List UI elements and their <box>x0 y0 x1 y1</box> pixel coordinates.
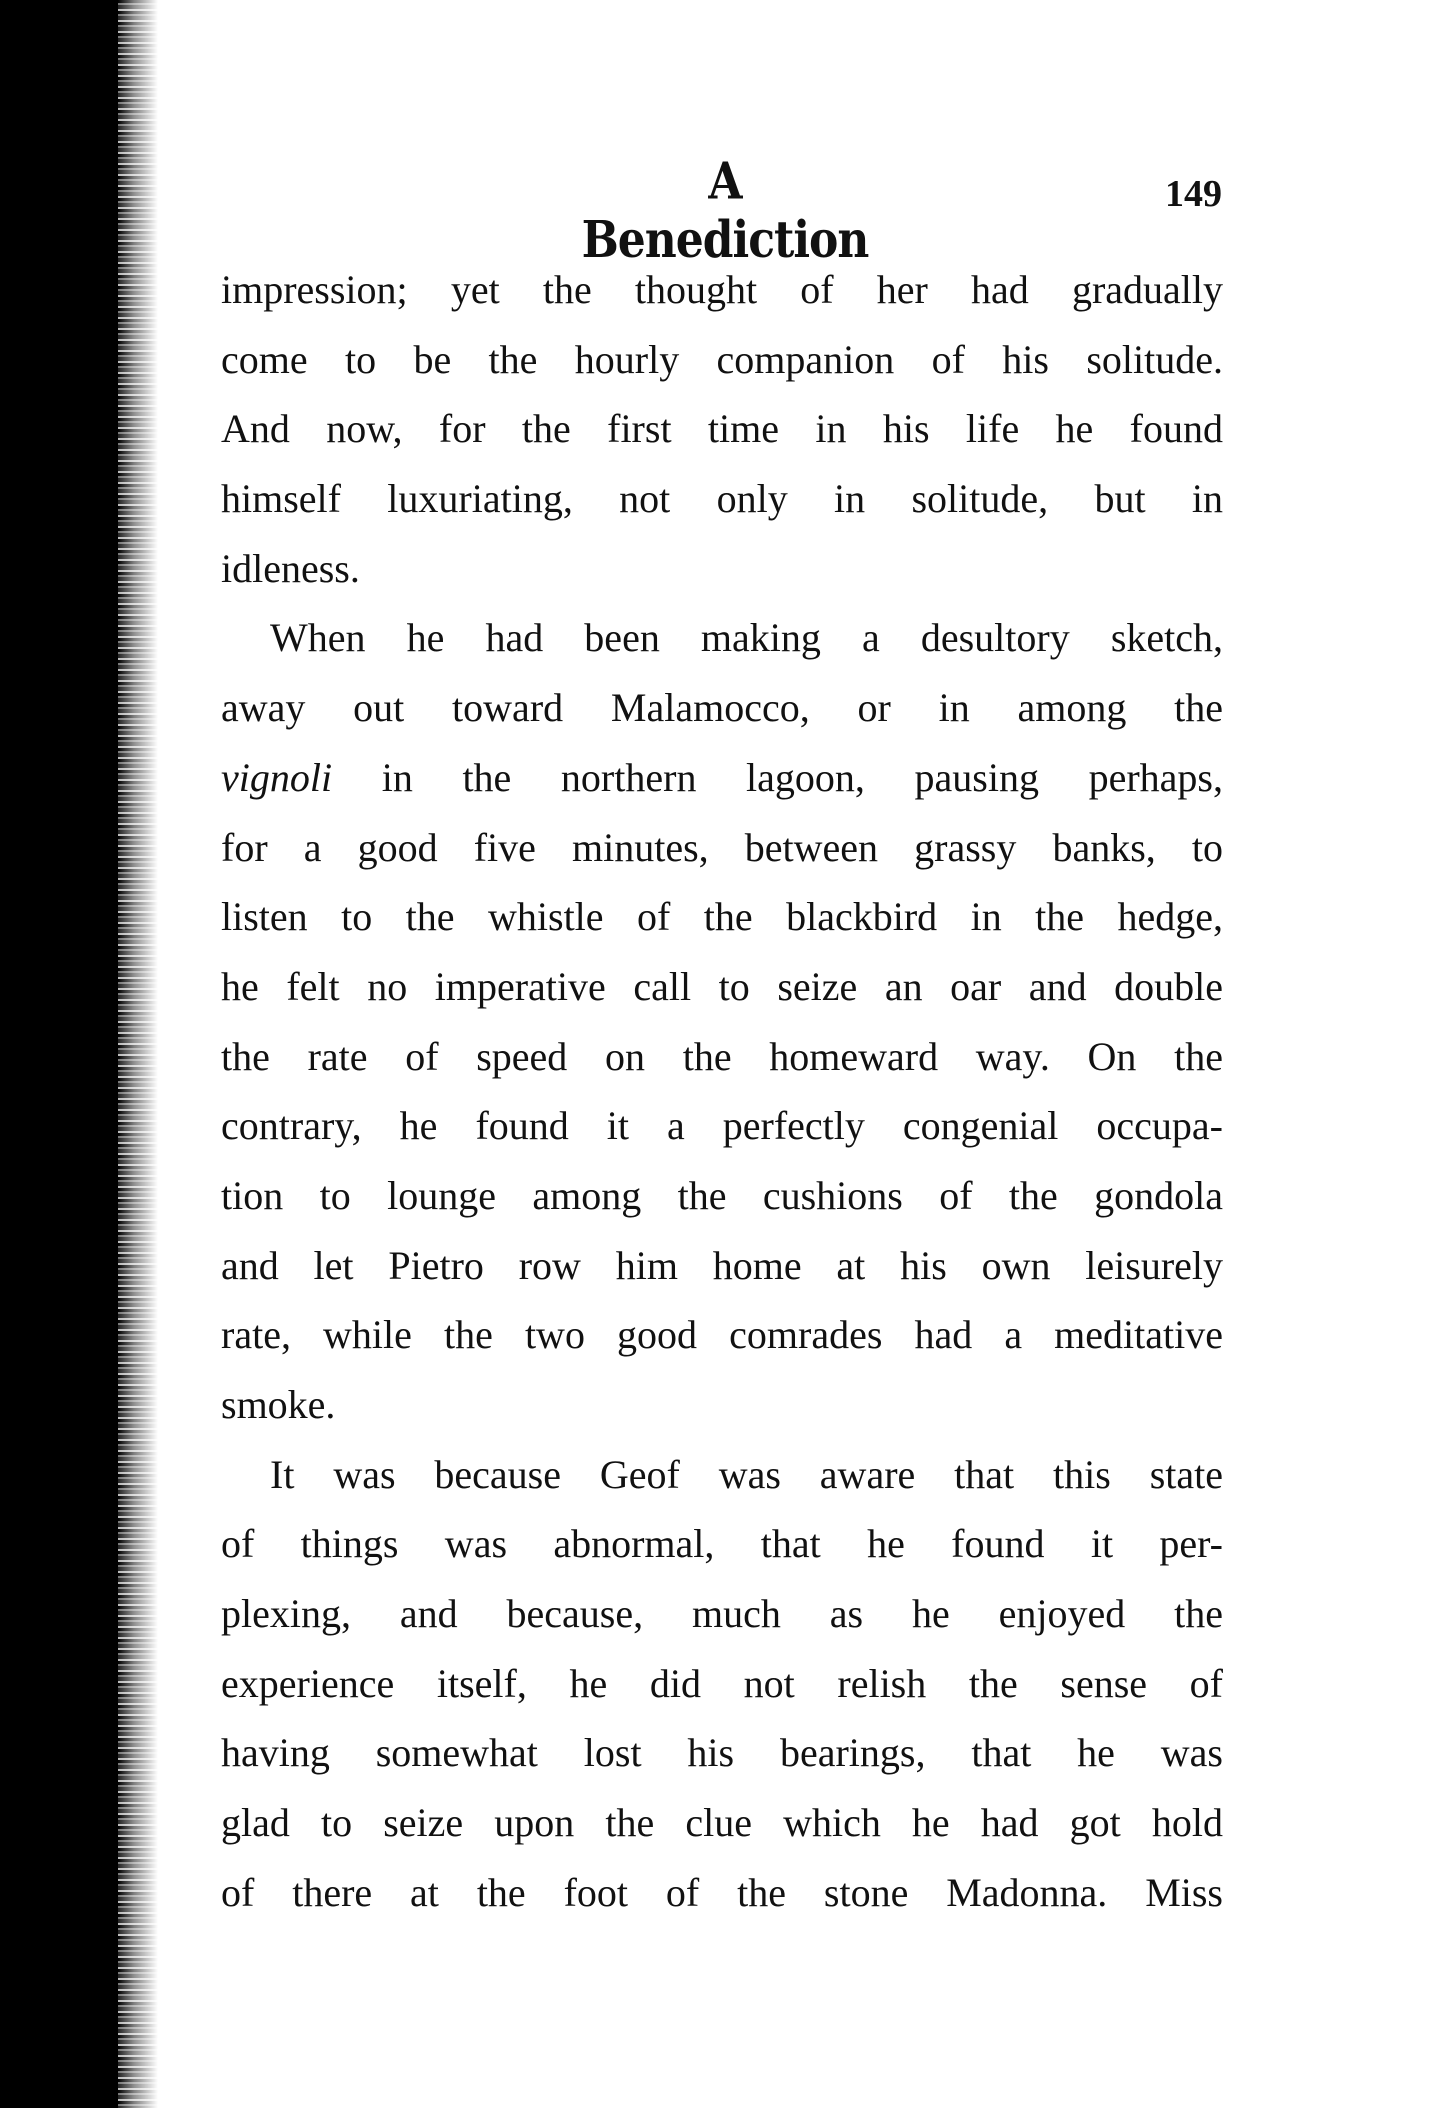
text-line <box>221 1588 1223 1658</box>
page-number: 149 <box>1165 173 1222 215</box>
text-line-content: rate, while the two good comrades had a meditative <box>221 1312 1223 1358</box>
text-line-content: contrary, he found it a perfectly congenial occupa- <box>221 1103 1223 1149</box>
text-line-content: listen to the whistle of the blackbird in the hedge, <box>221 894 1223 940</box>
text-line <box>221 1240 1223 1310</box>
text-line <box>221 961 1223 1031</box>
text-line-content: and let Pietro row him home at his own leisurely <box>221 1242 1223 1288</box>
text-line <box>221 1797 1223 1867</box>
text-line-content: come to be the hourly companion of his solitude. <box>221 336 1223 382</box>
text-line-content: And now, for the first time in his life he found <box>221 406 1223 452</box>
text-line <box>221 752 1223 822</box>
text-line-content: When he had been making a desultory sketch, <box>270 615 1223 661</box>
text-line-content: having somewhat lost his bearings, that he was <box>221 1730 1223 1776</box>
text-line-content: smoke. <box>221 1382 336 1427</box>
text-line <box>221 403 1223 473</box>
text-line-content: of things was abnormal, that he found it per- <box>221 1521 1223 1567</box>
italic-word: vignoli <box>221 754 333 800</box>
book-spine-edge <box>118 0 158 2108</box>
text-line <box>221 334 1223 404</box>
text-line-rest: in the northern lagoon, pausing perhaps, <box>332 754 1223 800</box>
text-line <box>221 1100 1223 1170</box>
text-line <box>221 1379 1223 1449</box>
text-line <box>221 891 1223 961</box>
text-line <box>221 543 1223 613</box>
text-line <box>221 473 1223 543</box>
text-line <box>221 1518 1223 1588</box>
text-line-content: plexing, and because, much as he enjoyed the <box>221 1591 1223 1637</box>
text-line-content: he felt no imperative call to seize an oar and double <box>221 963 1223 1009</box>
text-line <box>221 1449 1223 1519</box>
text-line <box>221 682 1223 752</box>
text-line-content: the rate of speed on the homeward way. On the <box>221 1033 1223 1079</box>
text-line-content: experience itself, he did not relish the sense of <box>221 1660 1223 1706</box>
running-title: A Benediction <box>581 152 869 270</box>
text-line-content: glad to seize upon the clue which he had got hold <box>221 1800 1223 1846</box>
text-line <box>221 822 1223 892</box>
text-line <box>221 612 1223 682</box>
text-line <box>221 1031 1223 1101</box>
text-line-content: It was because Geof was aware that this state <box>270 1451 1223 1497</box>
text-line <box>221 1867 1223 1937</box>
book-spine-shadow <box>0 0 118 2108</box>
text-line <box>221 1727 1223 1797</box>
text-line <box>221 1658 1223 1728</box>
text-line-content: for a good five minutes, between grassy banks, to <box>221 824 1223 870</box>
text-line-content: idleness. <box>221 545 360 591</box>
text-line <box>221 1170 1223 1240</box>
text-line-content: impression; yet the thought of her had gradually <box>221 267 1223 312</box>
text-line-content <box>221 752 1223 804</box>
text-line <box>221 1309 1223 1379</box>
text-line <box>221 264 1223 334</box>
text-line-content: of there at the foot of the stone Madonna. Miss <box>221 1869 1223 1915</box>
body-text <box>221 264 1223 1937</box>
text-line-content: himself luxuriating, not only in solitude, but in <box>221 476 1223 522</box>
text-line-content: tion to lounge among the cushions of the gondola <box>221 1172 1223 1218</box>
text-line-content: away out toward Malamocco, or in among the <box>221 685 1223 731</box>
